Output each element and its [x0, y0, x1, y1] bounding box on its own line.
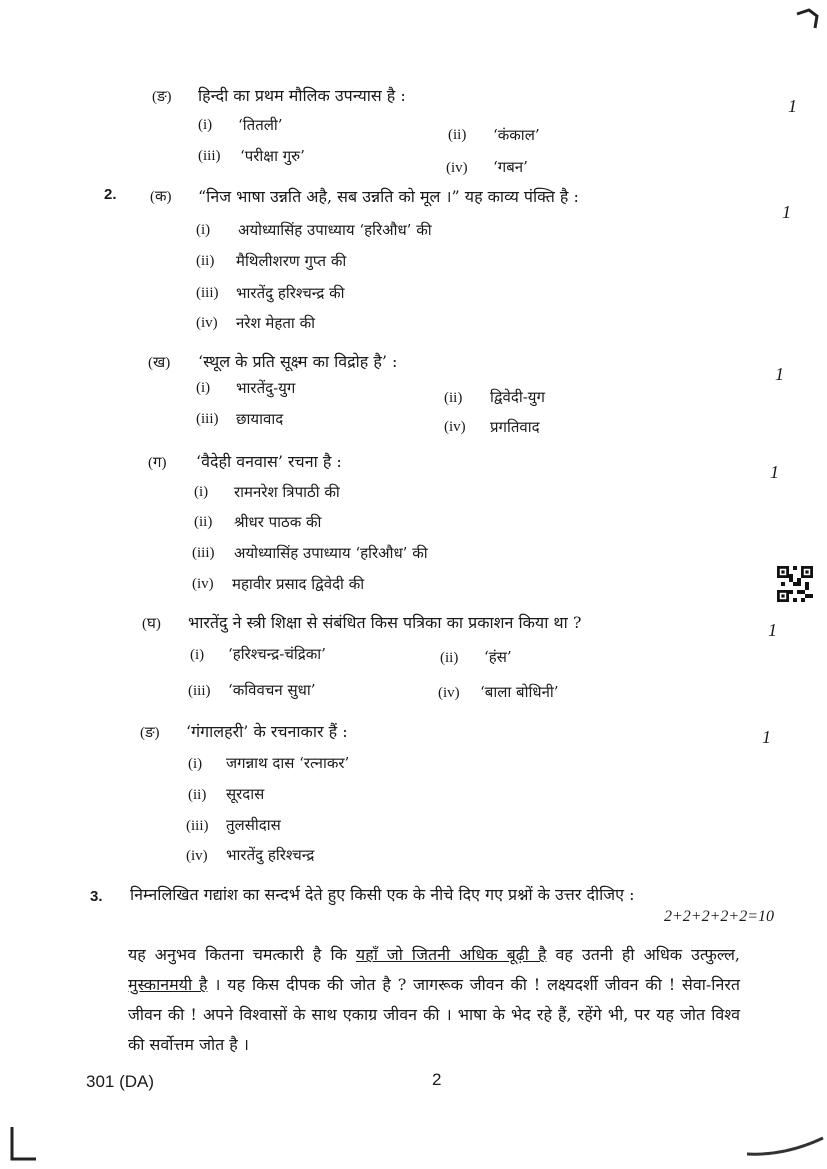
q2e-label: (ङ) — [140, 725, 160, 741]
q2b-question: ‘स्थूल के प्रति सूक्ष्म का विद्रोह है’ : — [198, 352, 398, 371]
q2e-opt3-text: तुलसीदास — [226, 816, 281, 834]
q2a-opt2-text: मैथिलीशरण गुप्त की — [236, 252, 347, 270]
q2c-question: ‘वैदेही वनवास’ रचना है : — [196, 452, 342, 471]
q1e-opt1-text: ‘तितली’ — [238, 116, 283, 134]
q2c-label: (ग) — [148, 455, 167, 471]
q2d-opt1-num: (i) — [190, 647, 205, 663]
page-number: 2 — [432, 1070, 442, 1089]
q2c-marks: 1 — [770, 462, 779, 482]
q2c-opt3-text: अयोध्यासिंह उपाध्याय ‘हरिऔध’ की — [234, 544, 428, 562]
q2e-marks: 1 — [762, 727, 771, 747]
qr-code — [777, 566, 813, 602]
q2a-opt4-text: नरेश मेहता की — [236, 314, 315, 332]
q2d-opt3-num: (iii) — [188, 683, 211, 699]
q3-passage — [128, 940, 740, 1060]
q2d-opt2-text: ‘हंस’ — [484, 648, 512, 666]
q2d-label: (घ) — [142, 616, 161, 632]
corner-scan-mark — [795, 4, 823, 32]
q2a-label: (क) — [150, 189, 172, 205]
q2a-opt1-text: अयोध्यासिंह उपाध्याय ‘हरिऔध’ की — [238, 221, 432, 239]
q2e-opt4-num: (iv) — [186, 848, 208, 864]
q1e-opt3-num: (iii) — [198, 148, 221, 164]
q2c-opt1-text: रामनरेश त्रिपाठी की — [234, 483, 340, 501]
q2a-opt4-num: (iv) — [196, 315, 218, 331]
q3-number: 3. — [90, 888, 103, 905]
q2e-opt3-num: (iii) — [186, 818, 209, 834]
q2a-opt1-num: (i) — [196, 222, 211, 238]
q2c-opt2-num: (ii) — [194, 514, 213, 530]
q2c-opt2-text: श्रीधर पाठक की — [234, 513, 322, 531]
q2c-opt3-num: (iii) — [192, 545, 215, 561]
corner-scan-mark-bottom — [745, 1130, 825, 1160]
q1e-opt4-num: (iv) — [446, 160, 468, 176]
q1e-question: हिन्दी का प्रथम मौलिक उपन्यास है : — [198, 86, 406, 105]
q2a-opt3-num: (iii) — [196, 285, 219, 301]
q1e-opt2-num: (ii) — [448, 127, 467, 143]
q1e-opt4-text: ‘गबन’ — [493, 158, 528, 176]
q2d-marks: 1 — [768, 620, 777, 640]
q3-passage-underline-1: यहाँ जो जितनी अधिक बूढ़ी है — [355, 945, 547, 964]
q2d-opt1-text: ‘हरिश्चन्द्र-चंद्रिका’ — [228, 645, 326, 663]
q2b-marks: 1 — [775, 364, 784, 384]
q2d-opt4-text: ‘बाला बोधिनी’ — [480, 683, 559, 701]
q3-passage-part-c: । यह किस दीपक की जोत है ? जागरूक जीवन की ! लक्ष्यदर्शी जीवन की ! सेवा-निरत जीवन की ! अपने विश्वासों के साथ एकाग्र जीवन की । भाषा के भेद रहे हैं, रहेंगे भी, पर यह जोत विश्व की सर्वोत्तम जोत है । — [128, 975, 740, 1054]
q3-marks: 2+2+2+2+2=10 — [664, 908, 774, 925]
q2b-opt3-text: छायावाद — [236, 410, 284, 428]
q1e-opt3-text: ‘परीक्षा गुरु’ — [240, 147, 305, 165]
q2-number: 2. — [104, 186, 117, 203]
q2b-opt2-text: द्विवेदी-युग — [490, 388, 545, 406]
q2a-opt3-text: भारतेंदु हरिश्चन्द्र की — [236, 284, 345, 302]
q2b-opt4-num: (iv) — [444, 419, 466, 435]
q2e-question: ‘गंगालहरी’ के रचनाकार हैं : — [186, 722, 348, 741]
q1e-label: (ङ) — [152, 89, 172, 105]
q1e-opt1-num: (i) — [198, 117, 213, 133]
q2b-opt4-text: प्रगतिवाद — [490, 418, 540, 436]
corner-bracket-mark — [8, 1125, 38, 1165]
q1e-marks: 1 — [788, 96, 797, 116]
q2a-question: “निज भाषा उन्नति अहै, सब उन्नति को मूल ।” यह काव्य पंक्ति है : — [198, 187, 579, 206]
q2b-label: (ख) — [148, 355, 171, 371]
q2b-opt1-text: भारतेंदु-युग — [236, 379, 296, 397]
q2b-opt2-num: (ii) — [444, 390, 463, 406]
q2e-opt1-text: जगन्नाथ दास ‘रत्नाकर’ — [226, 754, 350, 772]
q2d-opt3-text: ‘कविवचन सुधा’ — [228, 681, 316, 699]
q2c-opt4-text: महावीर प्रसाद द्विवेदी की — [232, 575, 365, 593]
q2e-opt2-text: सूरदास — [226, 785, 265, 803]
q2b-opt3-num: (iii) — [196, 411, 219, 427]
q3-question: निम्नलिखित गद्यांश का सन्दर्भ देते हुए किसी एक के नीचे दिए गए प्रश्नों के उत्तर दीजिए : — [130, 885, 635, 904]
paper-code: 301 (DA) — [86, 1072, 155, 1091]
q2e-opt2-num: (ii) — [188, 787, 207, 803]
q2a-opt2-num: (ii) — [196, 253, 215, 269]
q2e-opt1-num: (i) — [188, 756, 203, 772]
q2d-opt2-num: (ii) — [440, 650, 459, 666]
q3-passage-part-b: वह उतनी ही अधिक उत्फुल्ल, — [546, 945, 740, 964]
q2e-opt4-text: भारतेंदु हरिश्चन्द्र — [226, 846, 315, 864]
q2c-opt4-num: (iv) — [192, 576, 214, 592]
q3-passage-part-a: यह अनुभव कितना चमत्कारी है कि — [128, 945, 356, 964]
q2a-marks: 1 — [782, 202, 791, 222]
q2d-question: भारतेंदु ने स्त्री शिक्षा से संबंधित किस पत्रिका का प्रकाशन किया था ? — [188, 613, 582, 632]
q2b-opt1-num: (i) — [196, 380, 211, 396]
q2c-opt1-num: (i) — [194, 484, 209, 500]
q1e-opt2-text: ‘कंकाल’ — [493, 126, 540, 144]
q2d-opt4-num: (iv) — [438, 685, 460, 701]
q3-passage-underline-2: मुस्कानमयी है — [128, 975, 208, 994]
